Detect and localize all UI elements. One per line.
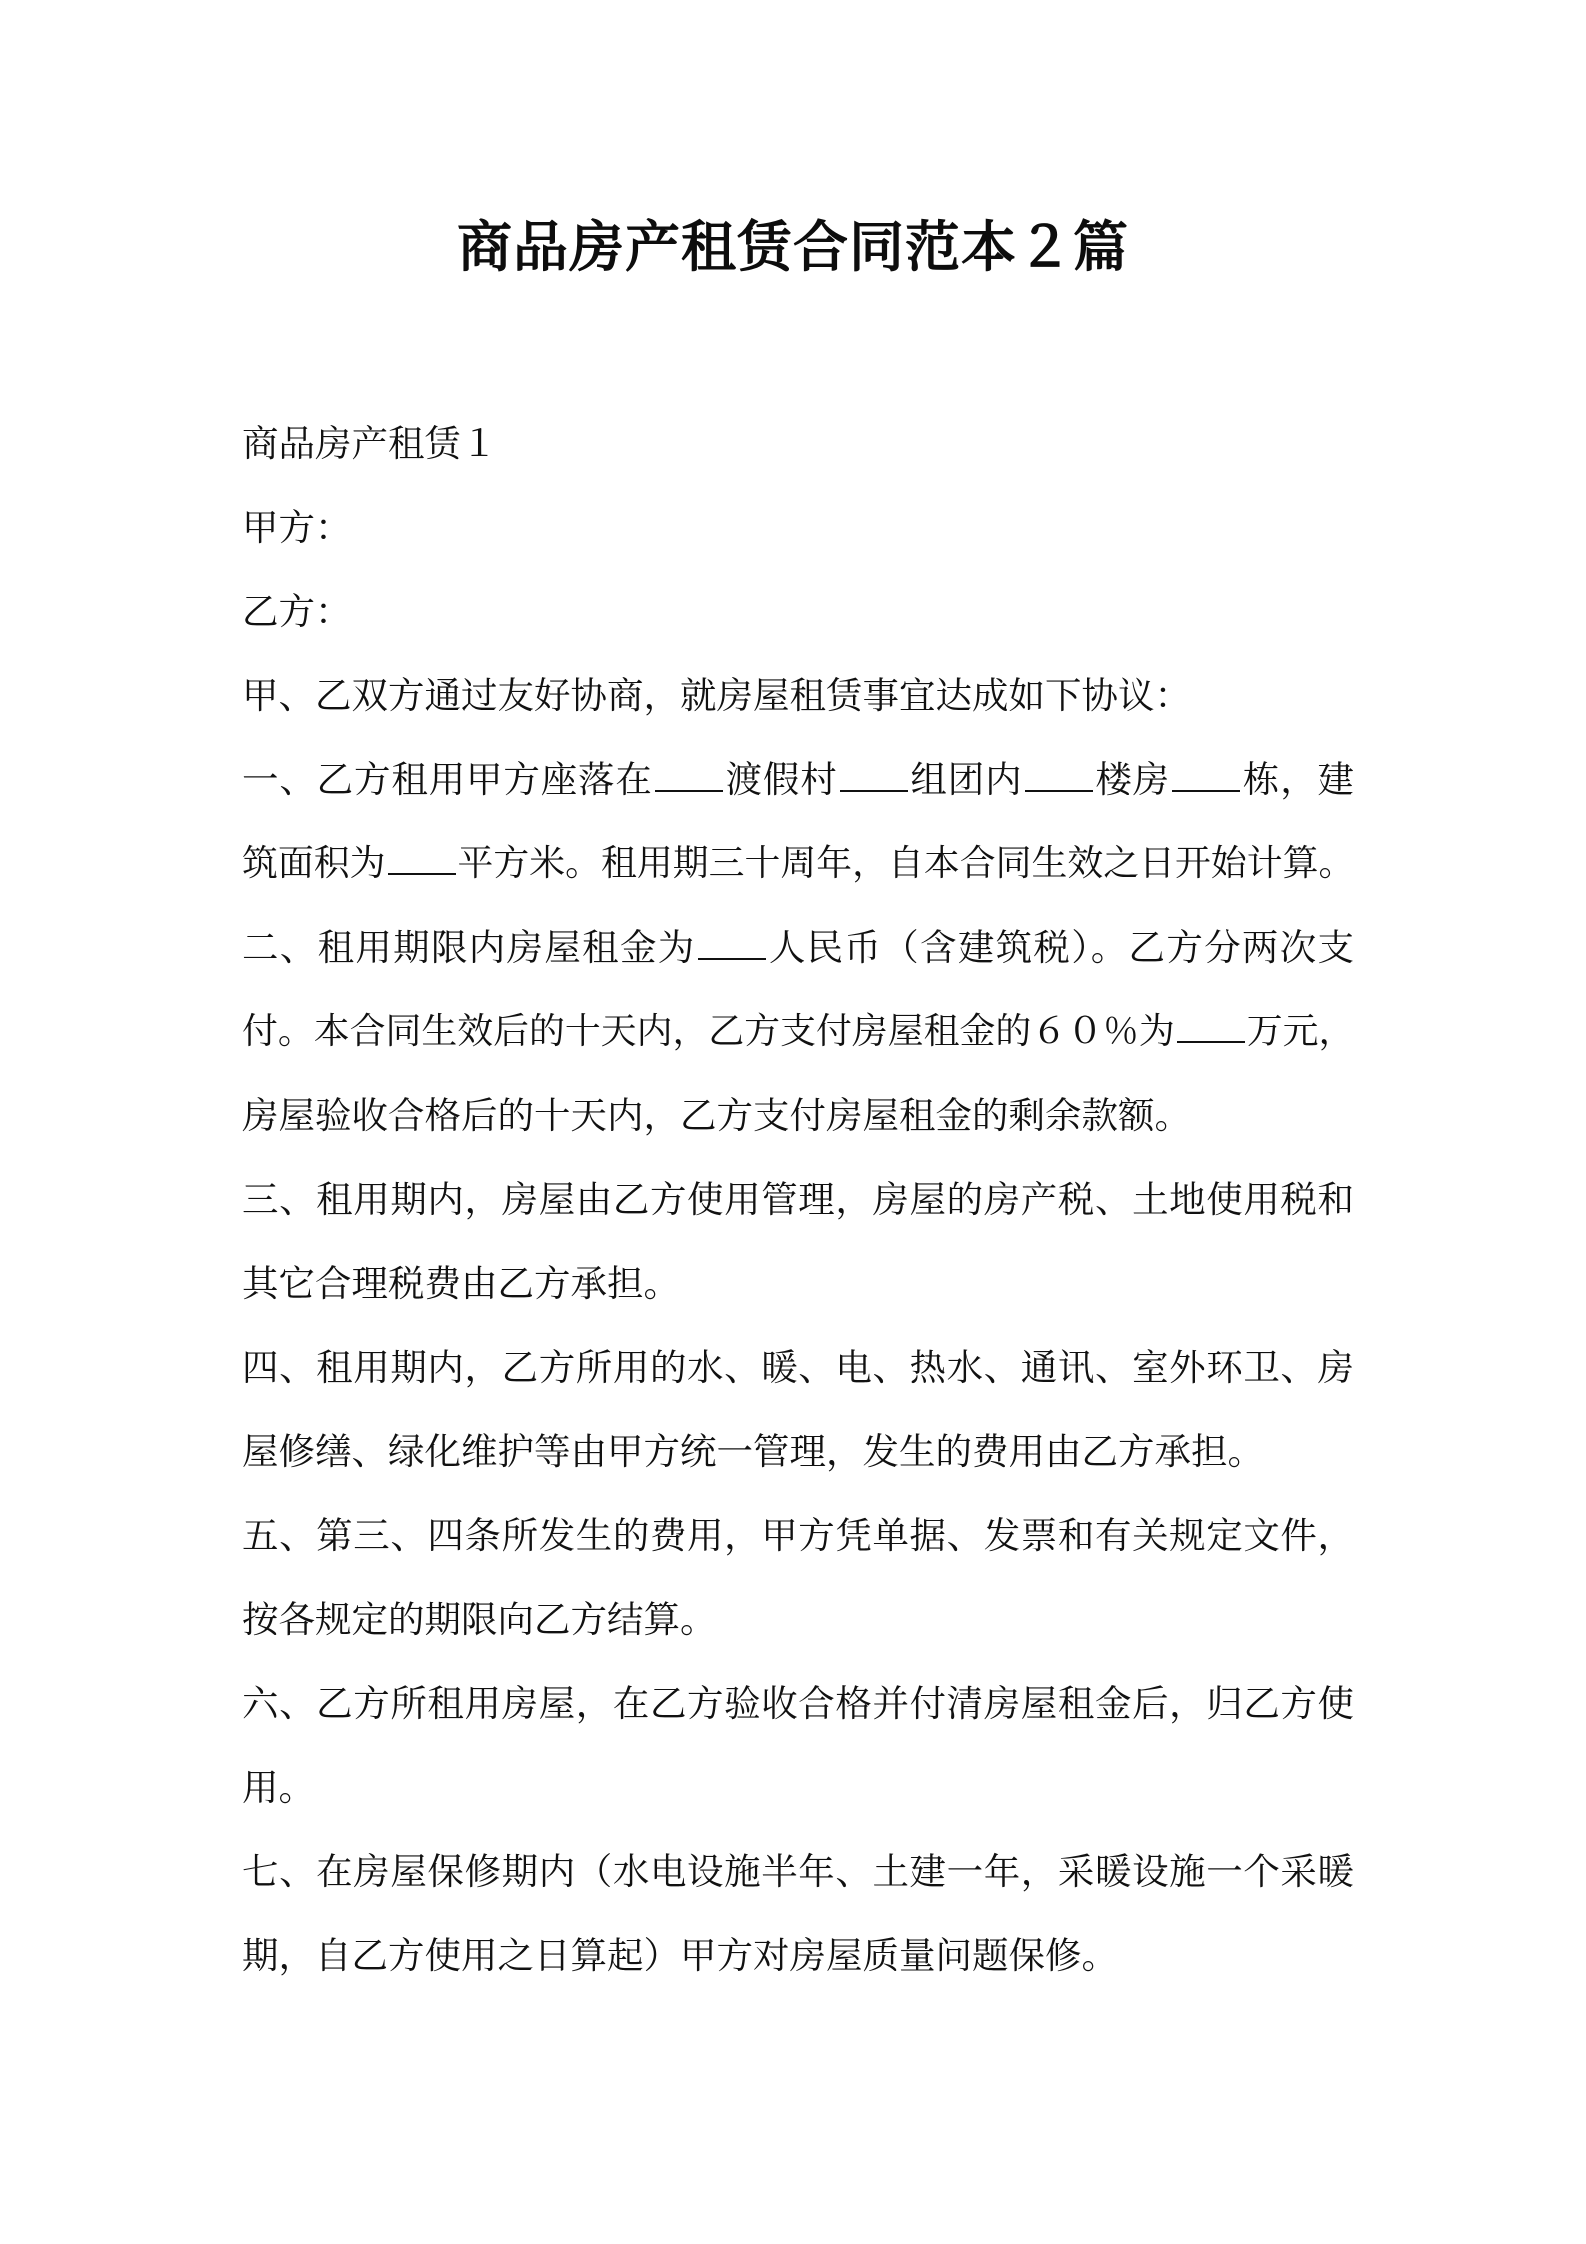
text-segment: 期，自乙方使用之日算起）甲方对房屋质量问题保修。: [242, 1934, 1118, 1977]
text-segment: 用。: [242, 1766, 315, 1809]
text-segment: 二、租用期限内房屋租金为: [242, 926, 696, 969]
paragraph-line: [242, 1578, 1354, 1662]
text-segment: 人民币（含建筑税）。乙方分两次支: [767, 926, 1355, 969]
text-segment: 楼房: [1094, 758, 1171, 801]
text-segment: 七、在房屋保修期内（水电设施半年、土建一年，采暖设施一个采暖: [242, 1850, 1354, 1893]
text-segment: 屋修缮、绿化维护等由甲方统一管理，发生的费用由乙方承担。: [242, 1430, 1264, 1473]
text-segment: 其它合理税费由乙方承担。: [242, 1262, 680, 1305]
paragraph-line: [242, 486, 1354, 570]
text-segment: 甲、乙双方通过友好协商，就房屋租赁事宜达成如下协议：: [242, 674, 1191, 717]
text-segment: 组团内: [909, 758, 1023, 801]
text-segment: 四、租用期内，乙方所用的水、暖、电、热水、通讯、室外环卫、房: [242, 1346, 1354, 1389]
paragraph-line: [242, 570, 1354, 654]
paragraph-line: [242, 1410, 1354, 1494]
paragraph-line: [242, 738, 1354, 822]
text-segment: 房屋验收合格后的十天内，乙方支付房屋租金的剩余款额。: [242, 1094, 1191, 1137]
paragraph-line: [242, 1326, 1354, 1410]
text-segment: 栋，建: [1242, 758, 1355, 801]
fill-blank: [1172, 766, 1240, 792]
paragraph-line: [242, 654, 1354, 738]
paragraph-line: [242, 1746, 1354, 1830]
paragraph-line: [242, 1242, 1354, 1326]
text-segment: 渡假村: [724, 758, 838, 801]
text-segment: 五、第三、四条所发生的费用，甲方凭单据、发票和有关规定文件，: [242, 1514, 1354, 1557]
fill-blank: [655, 766, 723, 792]
text-segment: 万元，: [1246, 1011, 1355, 1052]
text-segment: 乙方：: [242, 590, 352, 633]
fill-blank: [698, 934, 766, 960]
text-segment: 商品房产租赁１: [242, 422, 498, 465]
paragraph-line: [242, 822, 1354, 906]
text-segment: 三、租用期内，房屋由乙方使用管理，房屋的房产税、土地使用税和: [242, 1178, 1354, 1221]
paragraph-line: [242, 1662, 1354, 1746]
fill-blank: [840, 766, 908, 792]
paragraph-line: [242, 1914, 1354, 1998]
text-segment: 筑面积为: [242, 843, 386, 884]
paragraph-line: [242, 402, 1354, 486]
fill-blank: [1177, 1017, 1245, 1043]
text-segment: 甲方：: [242, 506, 352, 549]
text-segment: 付。本合同生效后的十天内，乙方支付房屋租金的６０％为: [242, 1011, 1175, 1052]
fill-blank: [388, 849, 456, 875]
paragraph-line: [242, 1158, 1354, 1242]
paragraph-line: [242, 1074, 1354, 1158]
text-segment: 平方米。租用期三十周年，自本合同生效之日开始计算。: [457, 843, 1355, 884]
fill-blank: [1025, 766, 1093, 792]
text-segment: 按各规定的期限向乙方结算。: [242, 1598, 717, 1641]
document-title: 商品房产租赁合同范本２篇: [456, 215, 1129, 279]
document-body: [242, 402, 1354, 1998]
paragraph-line: [242, 906, 1354, 990]
paragraph-line: [242, 990, 1354, 1074]
paragraph-line: [242, 1494, 1354, 1578]
text-segment: 一、乙方租用甲方座落在: [242, 758, 653, 801]
paragraph-line: [242, 1830, 1354, 1914]
text-segment: 六、乙方所租用房屋，在乙方验收合格并付清房屋租金后，归乙方使: [242, 1682, 1354, 1725]
